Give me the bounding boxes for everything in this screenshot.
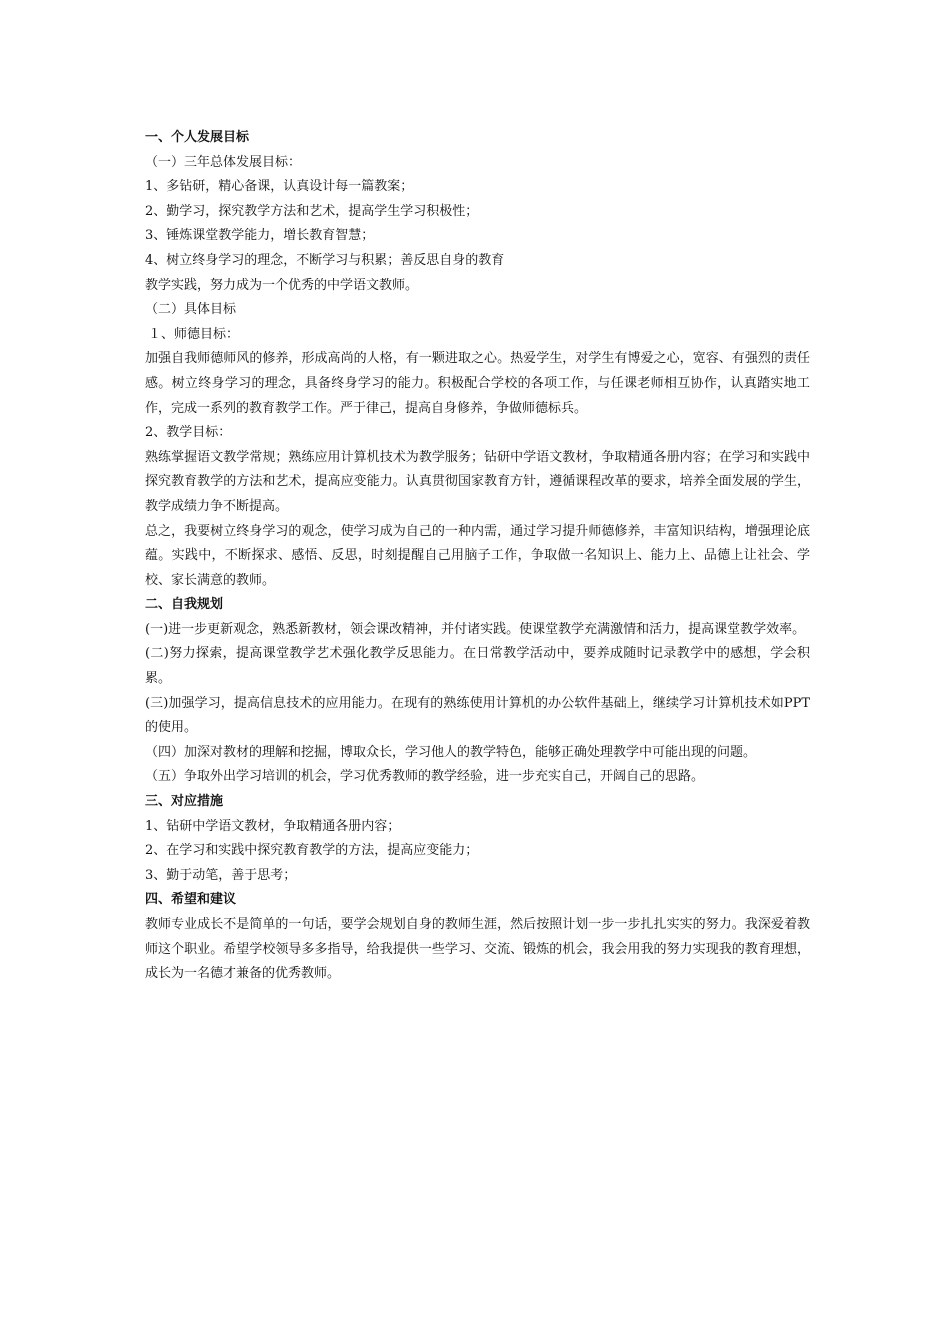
measure-item: 2、在学习和实践中探究教育教学的方法，提高应变能力； <box>145 843 479 859</box>
goal-item: 3、锤炼课堂教学能力，增长教育智慧； <box>145 228 375 244</box>
teaching-goal-label: 2、教学目标： <box>145 425 232 441</box>
goal-item: 2、勤学习，探究教学方法和艺术，提高学生学习积极性； <box>145 203 479 219</box>
measure-item: 3、勤于动笔，善于思考； <box>145 867 297 883</box>
document-page <box>145 126 810 987</box>
goal-item: 4、树立终身学习的理念，不断学习与积累；善反思自身的教育 <box>145 252 505 268</box>
plan-item: (一)进一步更新观念，熟悉新教材，领会课改精神，并付诸实践。使课堂教学充满激情和活力，提高课堂教学效率。 <box>145 621 806 637</box>
ethics-goal-text: 加强自我师德师风的修养，形成高尚的人格，有一颗进取之心。热爱学生，对学生有博爱之心，宽容、有强烈的责任感。树立终身学习的理念，具备终身学习的能力。积极配合学校的各项工作，与任课老师相互协作，认真踏实地工作，完成一系列的教育教学工作。严于律己，提高自身修养，争做师德标兵。 <box>145 351 810 416</box>
goal-item: 1、多钻研，精心备课，认真设计每一篇教案； <box>145 179 414 195</box>
plan-item: (二)努力探索，提高课堂教学艺术强化教学反思能力。在日常教学活动中，要养成随时记录教学中的感想，学会积累。 <box>145 646 810 687</box>
summary-paragraph: 总之，我要树立终身学习的观念，使学习成为自己的一种内需，通过学习提升师德修养，丰富知识结构，增强理论底蕴。实践中，不断探求、感悟、反思，时刻提醒自己用脑子工作，争取做一名知识上、能力上、品德上让社会、学校、家长满意的教师。 <box>145 523 810 588</box>
teaching-goal-text: 熟练掌握语文教学常规；熟练应用计算机技术为教学服务；钻研中学语文教材，争取精通各册内容；在学习和实践中探究教育教学的方法和艺术，提高应变能力。认真贯彻国家教育方针，遵循课程改革的要求，培养全面发展的学生，教学成绩力争不断提高。 <box>145 449 810 514</box>
section-heading-measures: 三、对应措施 <box>145 794 224 810</box>
subheading-three-year-goals: （一）三年总体发展目标： <box>145 154 302 170</box>
hopes-paragraph: 教师专业成长不是简单的一句话，要学会规划自身的教师生涯，然后按照计划一步一步扎扎实实的努力。我深爱着教师这个职业。希望学校领导多多指导，给我提供一些学习、交流、锻炼的机会，我会用我的努力实现我的教育理想，成长为一名德才兼备的优秀教师。 <box>145 917 810 982</box>
ethics-goal-label: １、师德目标： <box>148 326 240 342</box>
section-heading-self-planning: 二、自我规划 <box>145 597 224 613</box>
subheading-specific-goals: （二）具体目标 <box>145 302 237 318</box>
plan-item: （四）加深对教材的理解和挖掘，博取众长，学习他人的教学特色，能够正确处理教学中可能出现的问题。 <box>145 744 757 760</box>
section-heading-hopes: 四、希望和建议 <box>145 892 237 908</box>
section-heading-goals: 一、个人发展目标 <box>145 130 250 145</box>
plan-item: （五）争取外出学习培训的机会，学习优秀教师的教学经验，进一步充实自己，开阔自己的思路。 <box>145 769 705 785</box>
goal-item-continuation: 教学实践，努力成为一个优秀的中学语文教师。 <box>145 277 419 293</box>
measure-item: 1、钻研中学语文教材，争取精通各册内容； <box>145 818 401 834</box>
plan-item: (三)加强学习，提高信息技术的应用能力。在现有的熟练使用计算机的办公软件基础上，继续学习计算机技术如PPT的使用。 <box>145 695 810 736</box>
